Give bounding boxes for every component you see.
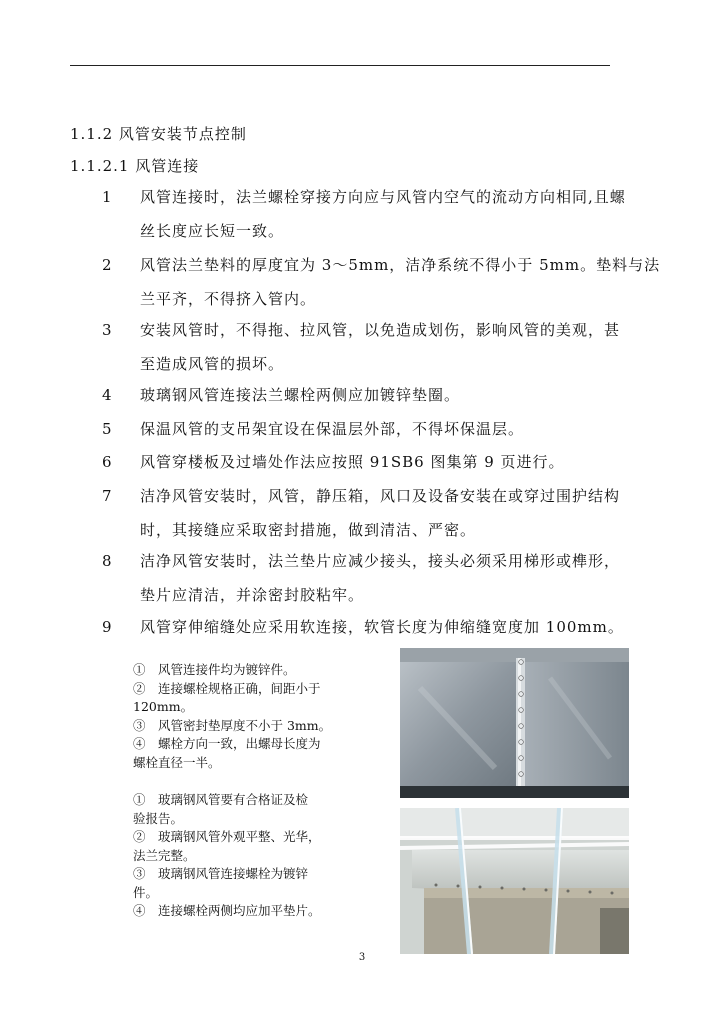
note-line: 法兰完整。	[133, 847, 196, 863]
item-number: 9	[102, 618, 112, 636]
item-number: 2	[102, 256, 112, 274]
page-number: 3	[358, 952, 366, 963]
item-number: 3	[102, 321, 112, 339]
item-text-line: 玻璃钢风管连接法兰螺栓两侧应加镀锌垫圈。	[140, 386, 461, 404]
item-number: 8	[102, 552, 112, 570]
item-text-line: 风管穿伸缩缝处应采用软连接，软管长度为伸缩缝宽度加 100mm。	[140, 618, 624, 636]
note-line: ② 连接螺栓规格正确，间距小于	[133, 680, 321, 696]
item-number: 1	[102, 188, 112, 206]
note-line: ④ 螺栓方向一致，出螺母长度为	[133, 736, 321, 751]
header-rule	[70, 65, 610, 66]
note-line: ④ 连接螺栓两侧均应加平垫片。	[133, 903, 321, 918]
note-line: ③ 风管密封垫厚度不小于 3mm。	[133, 717, 332, 733]
item-number: 5	[102, 420, 112, 438]
item-number: 6	[102, 453, 112, 471]
item-text-line: 风管穿楼板及过墙处作法应按照 91SB6 图集第 9 页进行。	[140, 453, 565, 471]
item-text-line: 兰平齐，不得挤入管内。	[140, 290, 317, 308]
notes-group-steel	[133, 661, 358, 772]
item-text-line: 至造成风管的损坏。	[140, 355, 285, 373]
note-line: ③ 玻璃钢风管连接螺栓为镀锌	[133, 866, 309, 881]
item-text-line: 洁净风管安装时，风管，静压箱，风口及设备安装在或穿过围护结构	[140, 487, 621, 505]
item-text-line: 丝长度应长短一致。	[140, 222, 285, 240]
note-line: 螺栓直径一半。	[133, 754, 221, 770]
note-line: 件。	[133, 884, 159, 900]
photo-fiberglass-duct	[400, 808, 629, 954]
note-line: 验报告。	[133, 810, 184, 826]
note-line: ① 风管连接件均为镀锌件。	[133, 662, 296, 677]
item-number: 7	[102, 487, 112, 505]
item-text-line: 洁净风管安装时，法兰垫片应减少接头，接头必须采用梯形或榫形，	[140, 552, 621, 570]
item-text-line: 风管连接时，法兰螺栓穿接方向应与风管内空气的流动方向相同,且螺	[140, 188, 626, 206]
item-text-line: 保温风管的支吊架宜设在保温层外部，不得坏保温层。	[140, 420, 525, 438]
item-text-line: 垫片应清洁，并涂密封胶粘牢。	[140, 586, 365, 604]
section-heading: 1.1.2 风管安装节点控制	[70, 125, 247, 143]
note-line: ① 玻璃钢风管要有合格证及检	[133, 792, 309, 807]
note-line: ② 玻璃钢风管外观平整、光华，	[133, 829, 321, 844]
photo-duct-flange-bolts	[400, 648, 629, 798]
subsection-heading: 1.1.2.1 风管连接	[70, 157, 200, 175]
item-number: 4	[102, 386, 112, 404]
item-text-line: 安装风管时，不得拖、拉风管，以免造成划伤，影响风管的美观，甚	[140, 321, 621, 339]
item-text-line: 时，其接缝应采取密封措施，做到清洁、严密。	[140, 521, 477, 539]
notes-group-fiberglass	[133, 791, 358, 921]
item-text-line: 风管法兰垫料的厚度宜为 3～5mm，洁净系统不得小于 5mm。垫料与法	[140, 256, 661, 274]
note-line: 120mm。	[133, 699, 194, 714]
